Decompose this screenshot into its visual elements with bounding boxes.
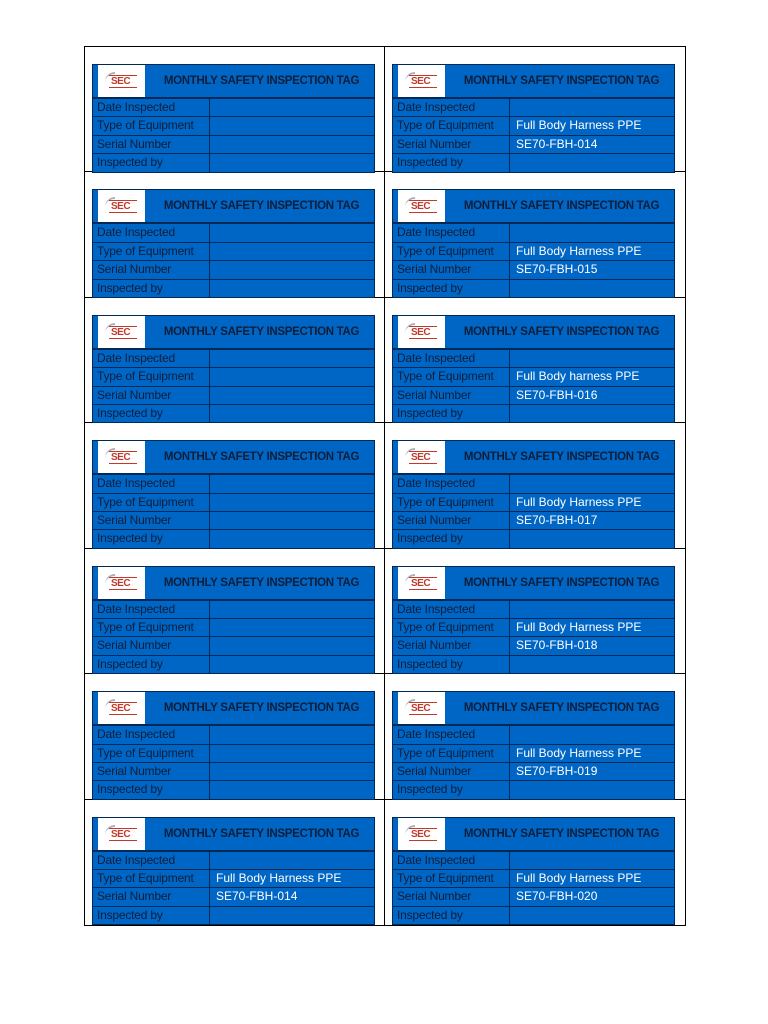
sec-logo <box>93 818 149 850</box>
tag-header <box>393 190 674 223</box>
sec-logo <box>393 190 449 222</box>
sec-logo <box>93 190 149 222</box>
tag-title: MONTHLY SAFETY INSPECTION TAG <box>463 702 660 715</box>
value-type-of-equipment[interactable]: Full Body Harness PPE <box>516 243 642 258</box>
value-serial-number[interactable] <box>210 261 374 278</box>
logo-text: SEC <box>111 201 131 213</box>
value-type-of-equipment[interactable]: Full Body Harness PPE <box>516 494 642 509</box>
row-inspected-by <box>393 404 674 422</box>
tag-cell <box>385 800 685 925</box>
logo-rule-bottom <box>409 463 437 464</box>
label-inspected-by: Inspected by <box>393 530 510 547</box>
label-inspected-by: Inspected by <box>93 907 210 924</box>
value-inspected-by[interactable] <box>510 405 674 422</box>
value-type-of-equipment[interactable] <box>210 117 374 134</box>
label-type-of-equipment: Type of Equipment <box>393 368 510 385</box>
logo-rule-bottom <box>109 338 137 339</box>
value-inspected-by[interactable] <box>210 907 374 924</box>
label-date-inspected: Date Inspected <box>393 601 510 618</box>
logo-text: SEC <box>411 577 431 589</box>
label-type-of-equipment: Type of Equipment <box>393 619 510 636</box>
row-serial-number <box>93 762 374 780</box>
row-type-of-equipment <box>393 744 674 762</box>
tag-header <box>93 692 374 725</box>
logo-text: SEC <box>111 828 131 840</box>
tag-header <box>393 316 674 349</box>
row-serial-number <box>393 260 674 278</box>
tag-cell <box>85 47 385 172</box>
label-type-of-equipment: Type of Equipment <box>393 117 510 134</box>
logo-text: SEC <box>411 201 431 213</box>
tag-cell <box>85 674 385 799</box>
value-type-of-equipment[interactable]: Full Body Harness PPE <box>516 620 642 635</box>
row-date-inspected <box>393 600 674 618</box>
logo-text: SEC <box>111 452 131 464</box>
sec-logo <box>393 441 449 473</box>
tag-header <box>93 567 374 600</box>
tag-title: MONTHLY SAFETY INSPECTION TAG <box>463 827 660 840</box>
inspection-tag <box>92 440 375 549</box>
tag-cell <box>385 549 685 674</box>
value-inspected-by[interactable] <box>510 530 674 547</box>
row-date-inspected <box>93 851 374 869</box>
label-type-of-equipment: Type of Equipment <box>93 619 210 636</box>
tag-cell <box>385 47 685 172</box>
logo-rule-bottom <box>109 212 137 213</box>
value-serial-number[interactable] <box>210 763 374 780</box>
label-type-of-equipment: Type of Equipment <box>93 745 210 762</box>
row-inspected-by <box>393 153 674 171</box>
label-serial-number: Serial Number <box>393 261 510 278</box>
inspection-tag <box>392 440 675 549</box>
inspection-tag <box>92 315 375 424</box>
label-date-inspected: Date Inspected <box>93 726 210 743</box>
label-type-of-equipment: Type of Equipment <box>393 745 510 762</box>
row-date-inspected <box>393 851 674 869</box>
row-type-of-equipment <box>393 116 674 134</box>
label-serial-number: Serial Number <box>93 512 210 529</box>
value-date-inspected[interactable] <box>510 350 674 367</box>
tag-cell <box>385 298 685 423</box>
logo-text: SEC <box>111 577 131 589</box>
logo-text: SEC <box>411 703 431 715</box>
row-serial-number <box>393 887 674 905</box>
sec-logo <box>93 441 149 473</box>
label-type-of-equipment: Type of Equipment <box>93 494 210 511</box>
label-inspected-by: Inspected by <box>393 280 510 297</box>
row-date-inspected <box>393 223 674 241</box>
label-type-of-equipment: Type of Equipment <box>393 243 510 260</box>
value-type-of-equipment[interactable] <box>210 745 374 762</box>
value-serial-number[interactable]: SE70-FBH-018 <box>516 638 598 653</box>
row-serial-number <box>93 636 374 654</box>
tag-cell <box>385 172 685 297</box>
tag-cell <box>85 800 385 925</box>
sec-logo <box>93 65 149 97</box>
inspection-tag <box>392 691 675 800</box>
row-type-of-equipment <box>93 367 374 385</box>
tag-cell <box>85 298 385 423</box>
value-serial-number[interactable] <box>210 637 374 654</box>
logo-rule-bottom <box>109 714 137 715</box>
label-serial-number: Serial Number <box>93 637 210 654</box>
label-inspected-by: Inspected by <box>93 154 210 171</box>
label-serial-number: Serial Number <box>393 888 510 905</box>
inspection-tag <box>392 315 675 424</box>
label-inspected-by: Inspected by <box>393 656 510 673</box>
value-date-inspected[interactable] <box>510 726 674 743</box>
label-serial-number: Serial Number <box>393 512 510 529</box>
tag-cell <box>385 423 685 548</box>
value-date-inspected[interactable] <box>210 726 374 743</box>
row-inspected-by <box>93 655 374 673</box>
inspection-tag <box>392 566 675 675</box>
row-type-of-equipment <box>393 367 674 385</box>
value-serial-number[interactable] <box>210 136 374 153</box>
row-inspected-by <box>393 780 674 798</box>
logo-text: SEC <box>411 326 431 338</box>
logo-text: SEC <box>111 76 131 87</box>
tag-cell <box>85 172 385 297</box>
label-serial-number: Serial Number <box>393 387 510 404</box>
row-inspected-by <box>393 655 674 673</box>
logo-rule-bottom <box>109 463 137 464</box>
row-type-of-equipment <box>393 869 674 887</box>
tag-cell <box>85 423 385 548</box>
value-inspected-by[interactable] <box>510 907 674 924</box>
value-date-inspected[interactable] <box>210 852 374 869</box>
value-date-inspected[interactable] <box>510 224 674 241</box>
label-serial-number: Serial Number <box>393 136 510 153</box>
value-serial-number[interactable]: SE70-FBH-020 <box>516 889 598 904</box>
logo-text: SEC <box>111 326 131 338</box>
label-inspected-by: Inspected by <box>93 530 210 547</box>
tag-header <box>393 65 674 98</box>
label-date-inspected: Date Inspected <box>393 475 510 492</box>
logo-rule-bottom <box>109 589 137 590</box>
value-type-of-equipment[interactable] <box>210 494 374 511</box>
label-serial-number: Serial Number <box>93 888 210 905</box>
label-inspected-by: Inspected by <box>393 907 510 924</box>
logo-text: SEC <box>411 452 431 464</box>
label-type-of-equipment: Type of Equipment <box>393 870 510 887</box>
sec-logo <box>393 316 449 348</box>
tag-cell <box>85 549 385 674</box>
value-inspected-by[interactable] <box>210 530 374 547</box>
label-inspected-by: Inspected by <box>93 656 210 673</box>
label-serial-number: Serial Number <box>93 136 210 153</box>
label-date-inspected: Date Inspected <box>93 99 210 116</box>
row-date-inspected <box>393 349 674 367</box>
tag-title: MONTHLY SAFETY INSPECTION TAG <box>163 576 360 589</box>
label-type-of-equipment: Type of Equipment <box>393 494 510 511</box>
inspection-tag <box>392 189 675 298</box>
label-date-inspected: Date Inspected <box>393 224 510 241</box>
logo-text: SEC <box>111 703 131 715</box>
value-inspected-by[interactable] <box>210 781 374 798</box>
logo-rule-bottom <box>409 212 437 213</box>
tag-header <box>393 441 674 474</box>
value-serial-number[interactable]: SE70-FBH-017 <box>516 513 598 528</box>
value-type-of-equipment[interactable]: Full Body Harness PPE <box>516 870 642 885</box>
tag-cell <box>385 674 685 799</box>
tag-header <box>393 818 674 851</box>
label-inspected-by: Inspected by <box>393 154 510 171</box>
inspection-tag <box>392 64 675 173</box>
label-type-of-equipment: Type of Equipment <box>93 870 210 887</box>
tag-sheet <box>84 46 686 926</box>
sec-logo <box>93 692 149 724</box>
row-date-inspected <box>393 725 674 743</box>
row-serial-number <box>393 636 674 654</box>
row-inspected-by <box>93 153 374 171</box>
tag-header <box>93 190 374 223</box>
label-serial-number: Serial Number <box>93 261 210 278</box>
label-type-of-equipment: Type of Equipment <box>93 117 210 134</box>
row-inspected-by <box>93 529 374 547</box>
row-inspected-by <box>93 279 374 297</box>
row-date-inspected <box>93 98 374 116</box>
sec-logo <box>93 316 149 348</box>
tag-title: MONTHLY SAFETY INSPECTION TAG <box>163 200 360 213</box>
row-serial-number <box>93 386 374 404</box>
logo-rule-bottom <box>109 840 137 841</box>
row-date-inspected <box>93 725 374 743</box>
value-date-inspected[interactable] <box>210 350 374 367</box>
row-inspected-by <box>93 404 374 422</box>
sec-logo <box>93 567 149 599</box>
row-type-of-equipment <box>93 618 374 636</box>
inspection-tag <box>92 566 375 675</box>
tag-title: MONTHLY SAFETY INSPECTION TAG <box>163 451 360 464</box>
value-date-inspected[interactable] <box>510 601 674 618</box>
tag-title: MONTHLY SAFETY INSPECTION TAG <box>463 576 660 589</box>
logo-rule-bottom <box>409 589 437 590</box>
label-serial-number: Serial Number <box>393 763 510 780</box>
row-type-of-equipment <box>93 493 374 511</box>
label-serial-number: Serial Number <box>93 763 210 780</box>
sec-logo <box>393 818 449 850</box>
value-serial-number[interactable]: SE70-FBH-014 <box>516 136 598 151</box>
tag-title: MONTHLY SAFETY INSPECTION TAG <box>163 702 360 715</box>
value-serial-number[interactable] <box>210 387 374 404</box>
inspection-tag <box>92 64 375 173</box>
row-serial-number <box>393 135 674 153</box>
row-inspected-by <box>393 906 674 924</box>
row-type-of-equipment <box>393 242 674 260</box>
value-inspected-by[interactable] <box>510 781 674 798</box>
logo-rule-bottom <box>109 87 137 88</box>
row-serial-number <box>93 260 374 278</box>
value-type-of-equipment[interactable]: Full Body Harness PPE <box>216 870 342 885</box>
row-serial-number <box>93 511 374 529</box>
inspection-tag <box>392 817 675 926</box>
tag-header <box>93 65 374 98</box>
label-date-inspected: Date Inspected <box>93 601 210 618</box>
value-date-inspected[interactable] <box>510 99 674 116</box>
value-type-of-equipment[interactable]: Full Body harness PPE <box>516 369 640 384</box>
value-date-inspected[interactable] <box>210 601 374 618</box>
sec-logo <box>393 65 449 97</box>
logo-rule-bottom <box>409 840 437 841</box>
value-inspected-by[interactable] <box>210 280 374 297</box>
inspection-tag <box>92 691 375 800</box>
row-date-inspected <box>393 98 674 116</box>
label-date-inspected: Date Inspected <box>93 350 210 367</box>
label-date-inspected: Date Inspected <box>393 99 510 116</box>
value-date-inspected[interactable] <box>510 852 674 869</box>
label-inspected-by: Inspected by <box>93 405 210 422</box>
label-inspected-by: Inspected by <box>93 280 210 297</box>
value-type-of-equipment[interactable] <box>210 619 374 636</box>
value-date-inspected[interactable] <box>510 475 674 492</box>
tag-title: MONTHLY SAFETY INSPECTION TAG <box>463 325 660 338</box>
tag-header <box>393 567 674 600</box>
value-type-of-equipment[interactable] <box>210 368 374 385</box>
row-date-inspected <box>93 223 374 241</box>
logo-rule-bottom <box>409 87 437 88</box>
row-type-of-equipment <box>93 116 374 134</box>
inspection-tag <box>92 817 375 926</box>
label-serial-number: Serial Number <box>93 387 210 404</box>
value-serial-number[interactable]: SE70-FBH-016 <box>516 387 598 402</box>
tag-header <box>93 316 374 349</box>
row-type-of-equipment <box>393 618 674 636</box>
value-inspected-by[interactable] <box>510 280 674 297</box>
value-type-of-equipment[interactable]: Full Body Harness PPE <box>516 118 642 133</box>
tag-header <box>93 441 374 474</box>
row-type-of-equipment <box>93 242 374 260</box>
row-inspected-by <box>393 279 674 297</box>
value-date-inspected[interactable] <box>210 475 374 492</box>
label-date-inspected: Date Inspected <box>93 224 210 241</box>
label-serial-number: Serial Number <box>393 637 510 654</box>
label-inspected-by: Inspected by <box>393 781 510 798</box>
value-inspected-by[interactable] <box>210 405 374 422</box>
logo-text: SEC <box>411 828 431 840</box>
row-date-inspected <box>93 600 374 618</box>
row-inspected-by <box>393 529 674 547</box>
value-date-inspected[interactable] <box>210 224 374 241</box>
row-type-of-equipment <box>393 493 674 511</box>
tag-title: MONTHLY SAFETY INSPECTION TAG <box>163 325 360 338</box>
row-serial-number <box>393 386 674 404</box>
value-serial-number[interactable]: SE70-FBH-019 <box>516 763 598 778</box>
row-type-of-equipment <box>93 869 374 887</box>
value-inspected-by[interactable] <box>210 656 374 673</box>
row-date-inspected <box>93 474 374 492</box>
tag-title: MONTHLY SAFETY INSPECTION TAG <box>163 827 360 840</box>
logo-rule-bottom <box>409 714 437 715</box>
tag-title: MONTHLY SAFETY INSPECTION TAG <box>163 75 360 87</box>
row-type-of-equipment <box>93 744 374 762</box>
label-inspected-by: Inspected by <box>393 405 510 422</box>
row-date-inspected <box>93 349 374 367</box>
inspection-tag <box>92 189 375 298</box>
row-inspected-by <box>93 906 374 924</box>
tag-header <box>93 818 374 851</box>
tag-header <box>393 692 674 725</box>
sec-logo <box>393 567 449 599</box>
tag-title: MONTHLY SAFETY INSPECTION TAG <box>463 451 660 464</box>
label-inspected-by: Inspected by <box>93 781 210 798</box>
label-date-inspected: Date Inspected <box>393 726 510 743</box>
value-serial-number[interactable]: SE70-FBH-015 <box>516 262 598 277</box>
value-inspected-by[interactable] <box>210 154 374 171</box>
row-serial-number <box>93 887 374 905</box>
label-date-inspected: Date Inspected <box>393 852 510 869</box>
value-serial-number[interactable]: SE70-FBH-014 <box>216 889 298 904</box>
row-serial-number <box>393 511 674 529</box>
value-inspected-by[interactable] <box>510 656 674 673</box>
row-serial-number <box>393 762 674 780</box>
value-serial-number[interactable] <box>210 512 374 529</box>
row-inspected-by <box>93 780 374 798</box>
logo-text: SEC <box>411 76 431 87</box>
label-type-of-equipment: Type of Equipment <box>93 243 210 260</box>
value-date-inspected[interactable] <box>210 99 374 116</box>
tag-title: MONTHLY SAFETY INSPECTION TAG <box>463 200 660 213</box>
row-serial-number <box>93 135 374 153</box>
label-date-inspected: Date Inspected <box>393 350 510 367</box>
value-type-of-equipment[interactable]: Full Body Harness PPE <box>516 745 642 760</box>
sec-logo <box>393 692 449 724</box>
value-type-of-equipment[interactable] <box>210 243 374 260</box>
row-date-inspected <box>393 474 674 492</box>
label-date-inspected: Date Inspected <box>93 475 210 492</box>
label-date-inspected: Date Inspected <box>93 852 210 869</box>
label-type-of-equipment: Type of Equipment <box>93 368 210 385</box>
logo-rule-bottom <box>409 338 437 339</box>
tag-title: MONTHLY SAFETY INSPECTION TAG <box>463 75 660 87</box>
value-inspected-by[interactable] <box>510 154 674 171</box>
